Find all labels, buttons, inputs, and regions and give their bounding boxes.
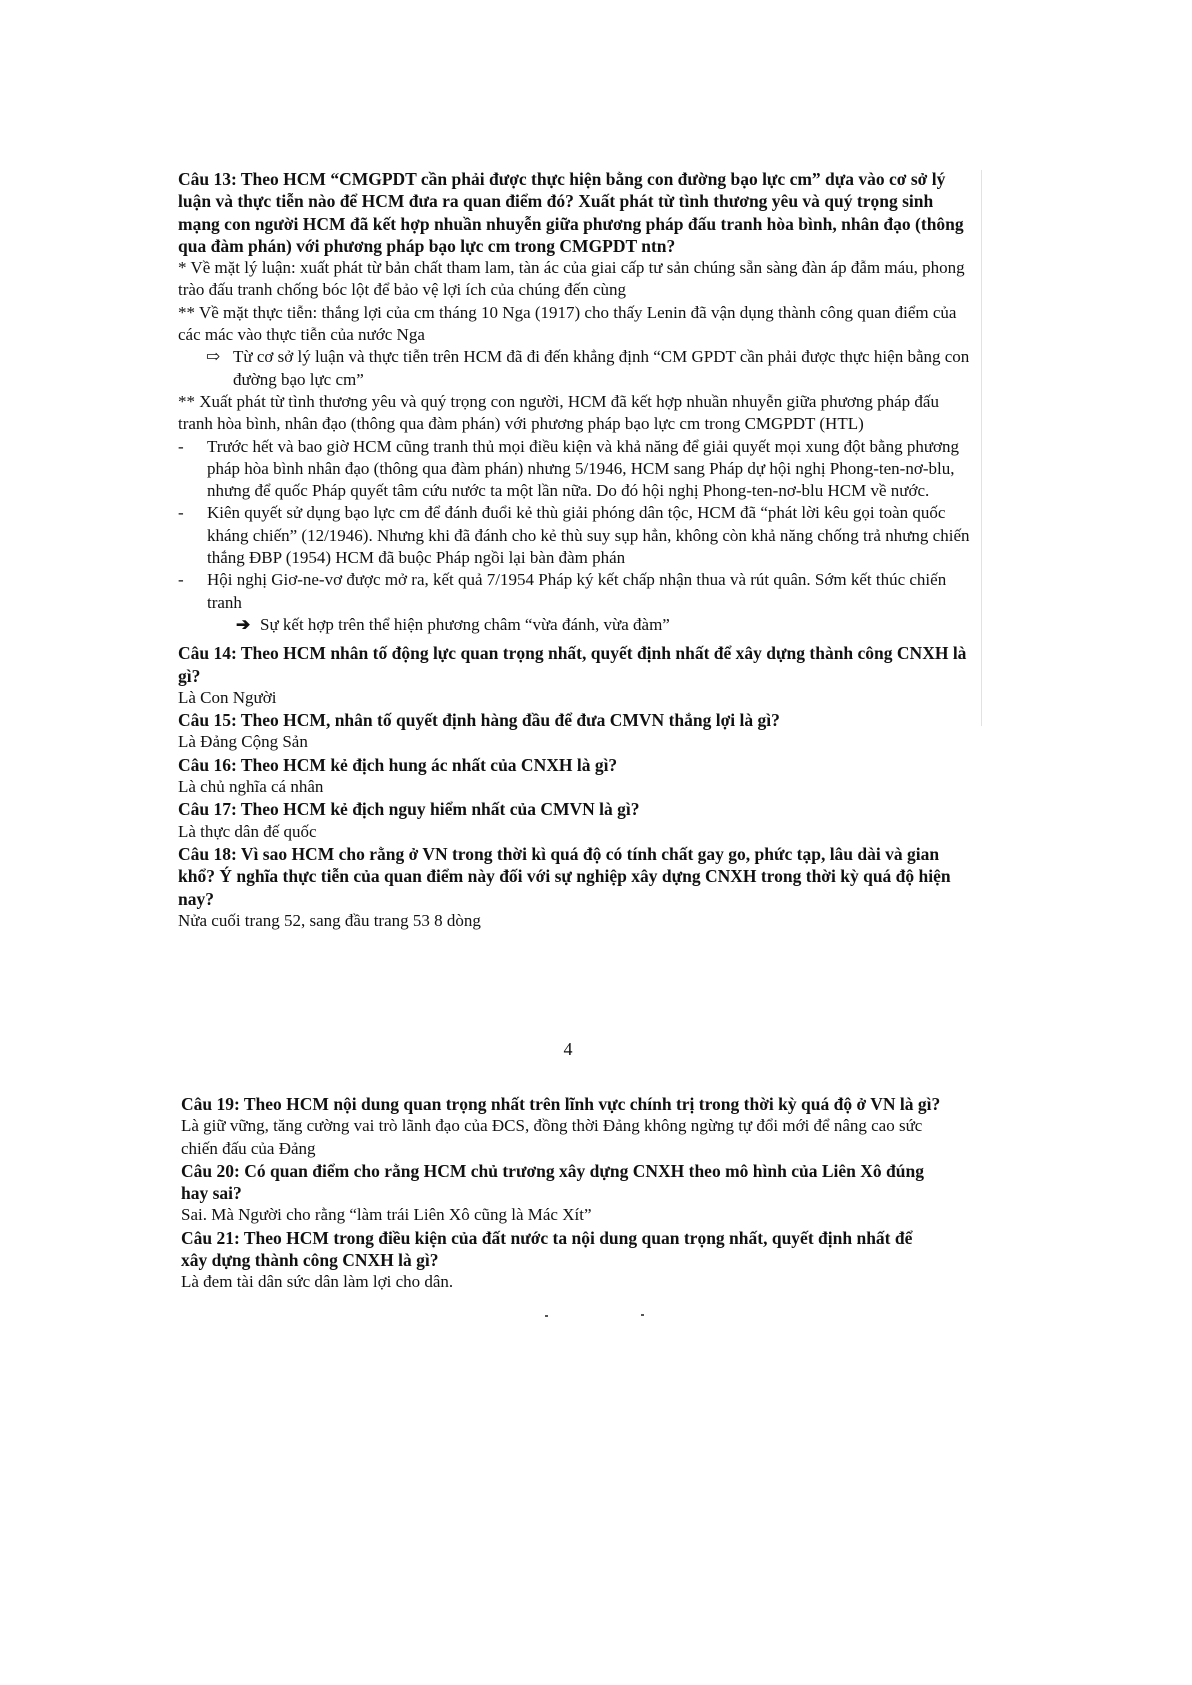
question-13-final-text: Sự kết hợp trên thể hiện phương châm “vừa đánh, vừa đàm”: [260, 614, 670, 634]
scan-speck: [545, 1315, 548, 1317]
scan-speck: [641, 1314, 644, 1316]
question-17-answer: Là thực dân đế quốc: [178, 821, 317, 841]
margin-line: [981, 170, 982, 726]
question-13-conclusion: [178, 346, 978, 391]
question-13-practice: ** Về mặt thực tiễn: thắng lợi của cm tháng 10 Nga (1917) cho thấy Lenin đã vận dụng thành công quan điểm của các mác vào thực tiễn của nước Nga: [178, 302, 957, 345]
question-20-answer: Sai. Mà Người cho rằng “làm trái Liên Xô cũng là Mác Xít”: [181, 1205, 592, 1225]
question-13-final: [178, 614, 978, 636]
bullet-text: Trước hết và bao giờ HCM cũng tranh thủ mọi điều kiện và khả năng để giải quyết mọi xung đột bằng phương pháp hòa bình nhân đạo (thông qua đàm phán) nhưng 5/1946, HCM sang Pháp dự hội nghị Phong-ten-nơ-blu, nhưng để quốc Pháp quyết tâm cứu nước ta một lần nữa. Do đó hội nghị Phong-ten-nơ-blu HCM về nước.: [207, 436, 960, 501]
question-15-answer: Là Đảng Cộng Sản: [178, 732, 308, 752]
bullet-dash: -: [178, 436, 184, 456]
bullet-dash: -: [178, 503, 184, 523]
question-14-title: Câu 14: Theo HCM nhân tố động lực quan trọng nhất, quyết định nhất để xây dựng thành công CNXH là gì?: [178, 643, 967, 686]
upper-content: [178, 168, 978, 932]
question-16-title: Câu 16: Theo HCM kẻ địch hung ác nhất của CNXH là gì?: [178, 754, 618, 775]
question-17-title: Câu 17: Theo HCM kẻ địch nguy hiểm nhất của CMVN là gì?: [178, 799, 640, 820]
question-14-answer: Là Con Người: [178, 687, 277, 707]
arrow-right-icon: ⇨: [206, 347, 221, 367]
bold-arrow-right-icon: ➔: [236, 614, 251, 634]
question-13-bullet-3: [178, 569, 978, 614]
bullet-dash: -: [178, 570, 184, 590]
question-19-answer: Là giữ vững, tăng cường vai trò lãnh đạo của ĐCS, đồng thời Đảng không ngừng tự đổi mới để nâng cao sức chiến đấu của Đảng: [181, 1116, 923, 1158]
question-13-bullet-1: [178, 436, 978, 503]
question-16-answer: Là chủ nghĩa cá nhân: [178, 777, 324, 797]
question-20-title: Câu 20: Có quan điểm cho rằng HCM chủ trương xây dựng CNXH theo mô hình của Liên Xô đúng hay sai?: [181, 1160, 924, 1204]
page-number: 4: [563, 1039, 573, 1059]
bullet-text: Kiên quyết sử dụng bạo lực cm để đánh đuổi kẻ thù giải phóng dân tộc, HCM đã “phát lời kêu gọi toàn quốc kháng chiến” (12/1946). Nhưng khi đã đánh cho kẻ thù suy sụp hẳn, không còn khả năng chống trả nhưng chiến thắng ĐBP (1954) HCM đã buộc Pháp ngồi lại bàn đàm phán: [207, 503, 970, 568]
lower-content: [181, 1093, 941, 1294]
question-19-title: Câu 19: Theo HCM nội dung quan trọng nhất trên lĩnh vực chính trị trong thời kỳ quá độ ở VN là gì?: [181, 1094, 941, 1114]
question-13-bullet-2: [178, 502, 978, 569]
question-18-answer: Nửa cuối trang 52, sang đầu trang 53 8 dòng: [178, 910, 481, 930]
question-18-title: Câu 18: Vì sao HCM cho rằng ở VN trong thời kì quá độ có tính chất gay go, phức tạp, lâu dài và gian khổ? Ý nghĩa thực tiễn của quan điểm này đối với sự nghiệp xây dựng CNXH trong thời kỳ quá độ hiện nay?: [178, 843, 951, 909]
question-13-combination: ** Xuất phát từ tình thương yêu và quý trọng con người, HCM đã kết hợp nhuần nhuyễn giữa phương pháp đấu tranh hòa bình, nhân đạo (thông qua đàm phán) với phương pháp bạo lực cm trong CMGPDT (HTL): [178, 391, 939, 434]
question-13-title: Câu 13: Theo HCM “CMGPDT cần phải được thực hiện bằng con đường bạo lực cm” dựa vào cơ sở lý luận và thực tiễn nào để HCM đưa ra quan điểm đó? Xuất phát từ tình thương yêu và quý trọng sinh mạng con người HCM đã kết hợp nhuần nhuyễn giữa phương pháp đấu tranh hòa bình, nhân đạo (thông qua đàm phán) với phương pháp bạo lực cm trong CMGPDT ntn?: [178, 169, 964, 256]
question-21-answer: Là đem tài dân sức dân làm lợi cho dân.: [181, 1272, 454, 1292]
question-13-conclusion-text: Từ cơ sở lý luận và thực tiễn trên HCM đã đi đến khẳng định “CM GPDT cần phải được thực hiện bằng con đường bạo lực cm”: [233, 347, 970, 389]
bullet-text: Hội nghị Giơ-ne-vơ được mở ra, kết quả 7/1954 Pháp ký kết chấp nhận thua và rút quân. Sớm kết thúc chiến tranh: [207, 570, 947, 612]
question-13-theory: * Về mặt lý luận: xuất phát từ bản chất tham lam, tàn ác của giai cấp tư sản chúng sẵn sàng đàn áp đẫm máu, phong trào đấu tranh chống bóc lột để bảo vệ lợi ích của chúng đến cùng: [178, 258, 965, 300]
question-15-title: Câu 15: Theo HCM, nhân tố quyết định hàng đầu để đưa CMVN thắng lợi là gì?: [178, 710, 780, 731]
question-21-title: Câu 21: Theo HCM trong điều kiện của đất nước ta nội dung quan trọng nhất, quyết định nhất để xây dựng thành công CNXH là gì?: [181, 1227, 913, 1271]
